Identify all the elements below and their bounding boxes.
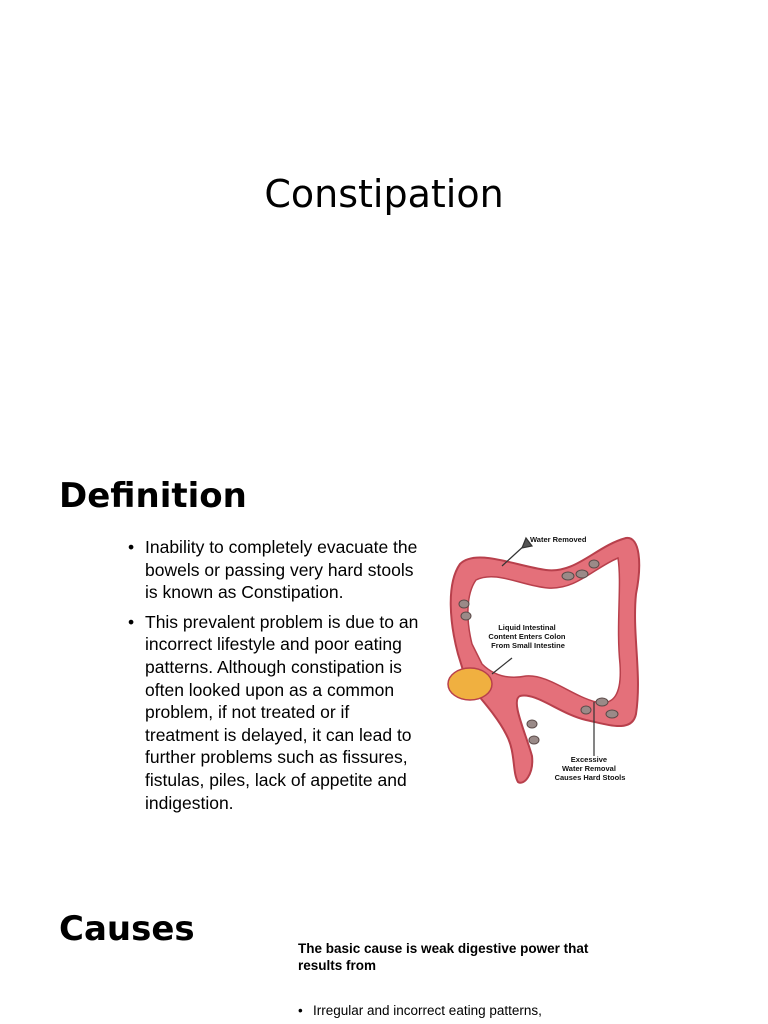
bullet-dot-icon: • [128, 611, 135, 632]
label-water-removed: Water Removed [530, 535, 587, 544]
colon-illustration [436, 524, 648, 790]
colon-diagram [436, 524, 648, 790]
causes-bullet-list [298, 1002, 618, 1019]
definition-bullet [128, 611, 424, 814]
definition-bullet-text: Inability to completely evacuate the bowels or passing very hard stools is known as Constipation. [145, 537, 418, 603]
definition-heading: Definition [59, 476, 247, 516]
colon-shape [448, 538, 639, 783]
bullet-dot-icon: • [128, 537, 135, 557]
causes-bullet-text: Irregular and incorrect eating patterns, [313, 1003, 542, 1018]
definition-bullet-list [128, 536, 424, 821]
definition-bullet-text: This prevalent problem is due to an incorrect lifestyle and poor eating patterns. Although constipation is often looked upon as a common problem, if not treated or if treatment is delayed, it can lead to further problems such as fissures, fistulas, piles, lack of appetite and indigestion. [145, 611, 419, 813]
label-excessive-water-removal: Excessive Water Removal Causes Hard Stools [554, 755, 626, 782]
label-liquid-intestinal: Liquid Intestinal Content Enters Colon From Small Intestine [488, 623, 566, 650]
slide-title: Constipation [264, 172, 504, 216]
definition-bullet [128, 536, 424, 604]
causes-bullet [298, 1002, 618, 1019]
bullet-dot-icon: • [298, 1003, 303, 1018]
causes-heading: Causes [59, 909, 195, 949]
causes-intro: The basic cause is weak digestive power that results from [298, 941, 589, 973]
cecum-shape [448, 668, 492, 700]
